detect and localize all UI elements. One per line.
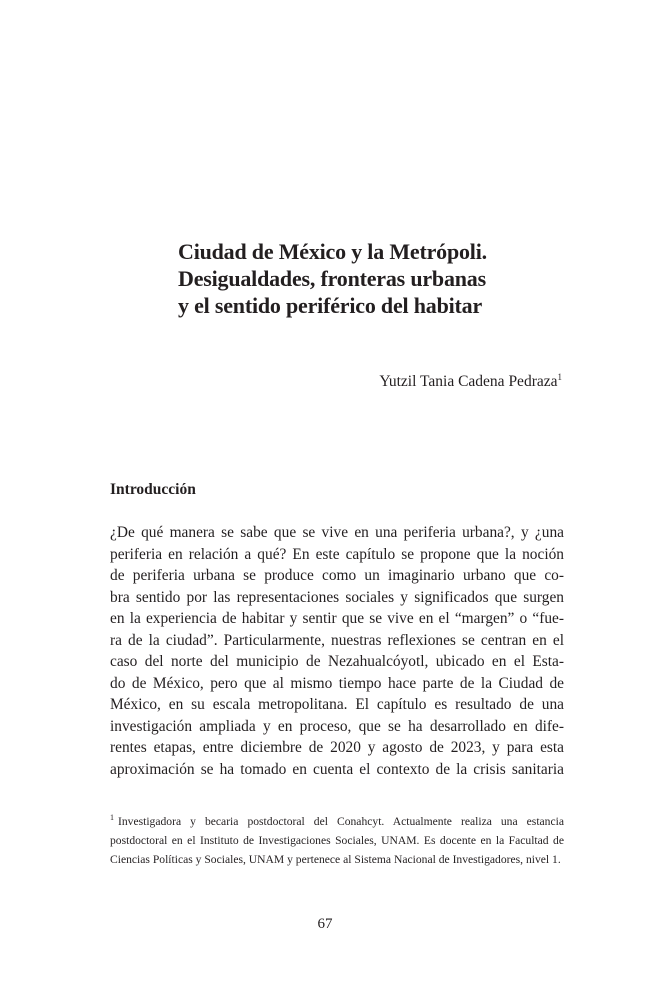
body-line: de periferia urbana se produce como un imaginario urbano que co- (110, 567, 564, 584)
body-line: investigación ampliada y en proceso, que se ha desarrollado en dife- (110, 717, 564, 735)
author-name (379, 373, 562, 391)
body-line: México, en su escala metropolitana. El capítulo es resultado de una (110, 696, 564, 713)
body-line: en la experiencia de habitar y sentir que se vive en el “margen” o “fue- (110, 610, 564, 627)
body-line: ¿De qué manera se sabe que se vive en una periferia urbana?, y ¿una (110, 524, 564, 541)
footnote-marker: 1 (110, 813, 114, 823)
body-line: do de México, pero que al mismo tiempo hace parte de la Ciudad de (110, 674, 564, 692)
body-line: bra sentido por las representaciones sociales y significados que surgen (110, 588, 564, 606)
footnote (110, 812, 564, 869)
chapter-title (178, 238, 558, 319)
body-line: aproximación se ha tomado en cuenta el contexto de la crisis sanitaria (110, 760, 564, 778)
chapter-title-line: Desigualdades, fronteras urbanas (178, 266, 486, 291)
chapter-title-line: Ciudad de México y la Metrópoli. (178, 239, 487, 264)
page-number: 67 (317, 916, 333, 932)
body-line: rentes etapas, entre diciembre de 2020 y agosto de 2023, y para esta (110, 739, 564, 756)
body-line: caso del norte del municipio de Nezahualcóyotl, ubicado en el Esta- (110, 653, 564, 670)
author-name-text: Yutzil Tania Cadena Pedraza (379, 373, 558, 390)
body-line: periferia en relación a qué? En este capítulo se propone que la noción (110, 545, 564, 563)
footnote-line (110, 812, 564, 831)
body-paragraph (110, 522, 564, 780)
section-heading: Introducción (110, 481, 196, 498)
body-line: ra de la ciudad”. Particularmente, nuestras reflexiones se centran en el (110, 631, 564, 649)
chapter-title-line: y el sentido periférico del habitar (178, 293, 483, 318)
footnote-line-text: Investigadora y becaria postdoctoral del Conahcyt. Actualmente realiza una estancia (118, 815, 564, 828)
footnote-reference: 1 (557, 371, 562, 382)
footnote-line: Ciencias Políticas y Sociales, UNAM y pertenece al Sistema Nacional de Investigadores, nivel 1. (110, 853, 561, 866)
footnote-line: postdoctoral en el Instituto de Investigaciones Sociales, UNAM. Es docente en la Facultad de (110, 834, 564, 847)
